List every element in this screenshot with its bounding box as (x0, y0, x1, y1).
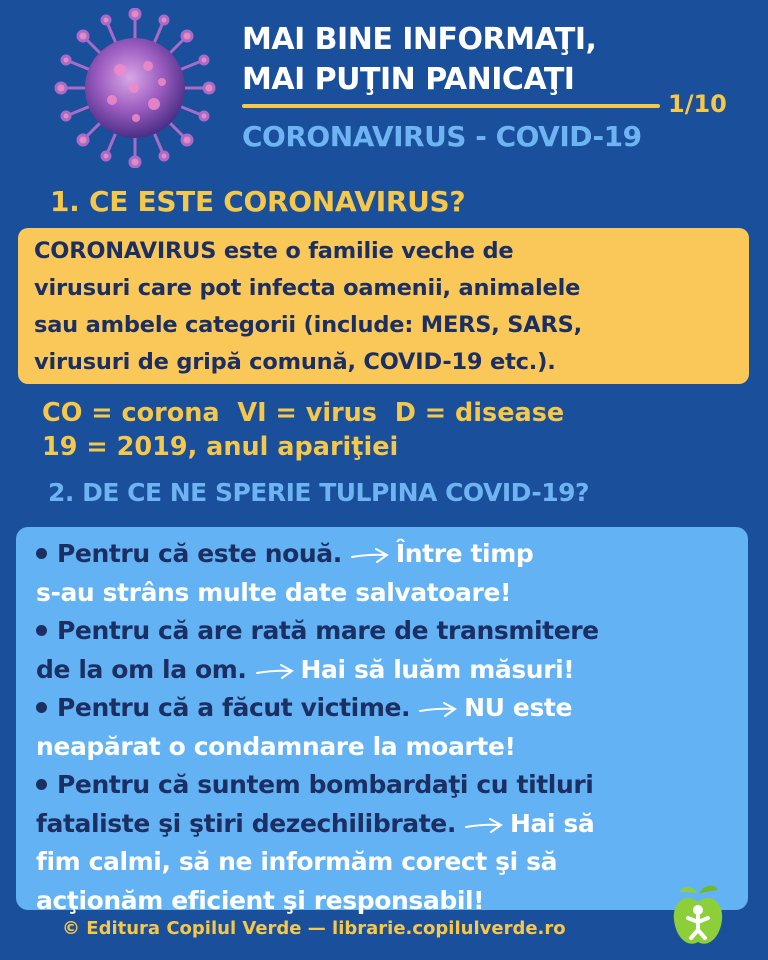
arrow-right-icon (255, 662, 295, 680)
list-item (36, 689, 748, 766)
reasons-box (16, 527, 748, 915)
section-2-heading: 2. DE CE NE SPERIE TULPINA COVID-19? (48, 478, 590, 507)
definition-line: virusuri care pot infecta oamenii, animalele (34, 275, 581, 301)
coronavirus-illustration (50, 8, 220, 168)
item-text: Pentru că este nouă. (57, 539, 342, 568)
bullet-icon (36, 702, 47, 713)
page-number: 1/10 (668, 90, 727, 118)
bullet-icon (36, 779, 47, 790)
arrow-right-icon (350, 546, 390, 564)
acronym-line-2: 19 = 2019, anul apariţiei (42, 432, 399, 462)
item-highlight: fim calmi, să ne informăm corect şi să (36, 847, 558, 876)
item-highlight: s-au strâns multe date salvatoare! (36, 577, 512, 607)
footer-credit: © Editura Copilul Verde — librarie.copilulverde.ro (62, 918, 566, 939)
item-text: de la om la om. (36, 654, 247, 684)
bullet-icon (36, 625, 47, 636)
page-title (242, 20, 702, 100)
definition-box (18, 228, 749, 384)
acronym-line-1: CO = corona VI = virus D = disease (42, 398, 565, 428)
item-text: Pentru că are rată mare de transmitere (57, 616, 599, 645)
list-item (36, 766, 748, 920)
arrow-right-icon (418, 700, 458, 718)
item-highlight: NU este (464, 693, 573, 722)
acronym-explanation (42, 396, 564, 464)
definition-line: virusuri de gripă comună, COVID-19 etc.). (34, 349, 556, 375)
definition-line: CORONAVIRUS este o familie veche de (34, 238, 514, 264)
subtitle: CORONAVIRUS - COVID-19 (242, 120, 642, 153)
title-underline (242, 104, 660, 108)
item-highlight: Între timp (395, 539, 534, 568)
item-text: Pentru că suntem bombardaţi cu titluri (57, 770, 594, 799)
item-text: fataliste şi ştiri dezechilibrate. (36, 808, 456, 838)
apple-child-logo (670, 880, 726, 950)
list-item (36, 535, 748, 612)
title-line-1: MAI BINE INFORMAŢI, (242, 22, 597, 57)
item-highlight: acţionăm eficient şi responsabil! (36, 885, 485, 915)
item-highlight: neapărat o condamnare la moarte! (36, 731, 516, 761)
item-text: Pentru că a făcut victime. (57, 693, 411, 722)
bullet-icon (36, 548, 47, 559)
section-1-heading: 1. CE ESTE CORONAVIRUS? (50, 185, 466, 218)
definition-line: sau ambele categorii (include: MERS, SARS, (34, 312, 582, 338)
item-highlight: Hai să (509, 808, 595, 838)
item-highlight: Hai să luăm măsuri! (300, 654, 575, 684)
title-line-2: MAI PUŢIN PANICAŢI (242, 62, 575, 97)
arrow-right-icon (464, 816, 504, 834)
list-item (36, 612, 748, 689)
